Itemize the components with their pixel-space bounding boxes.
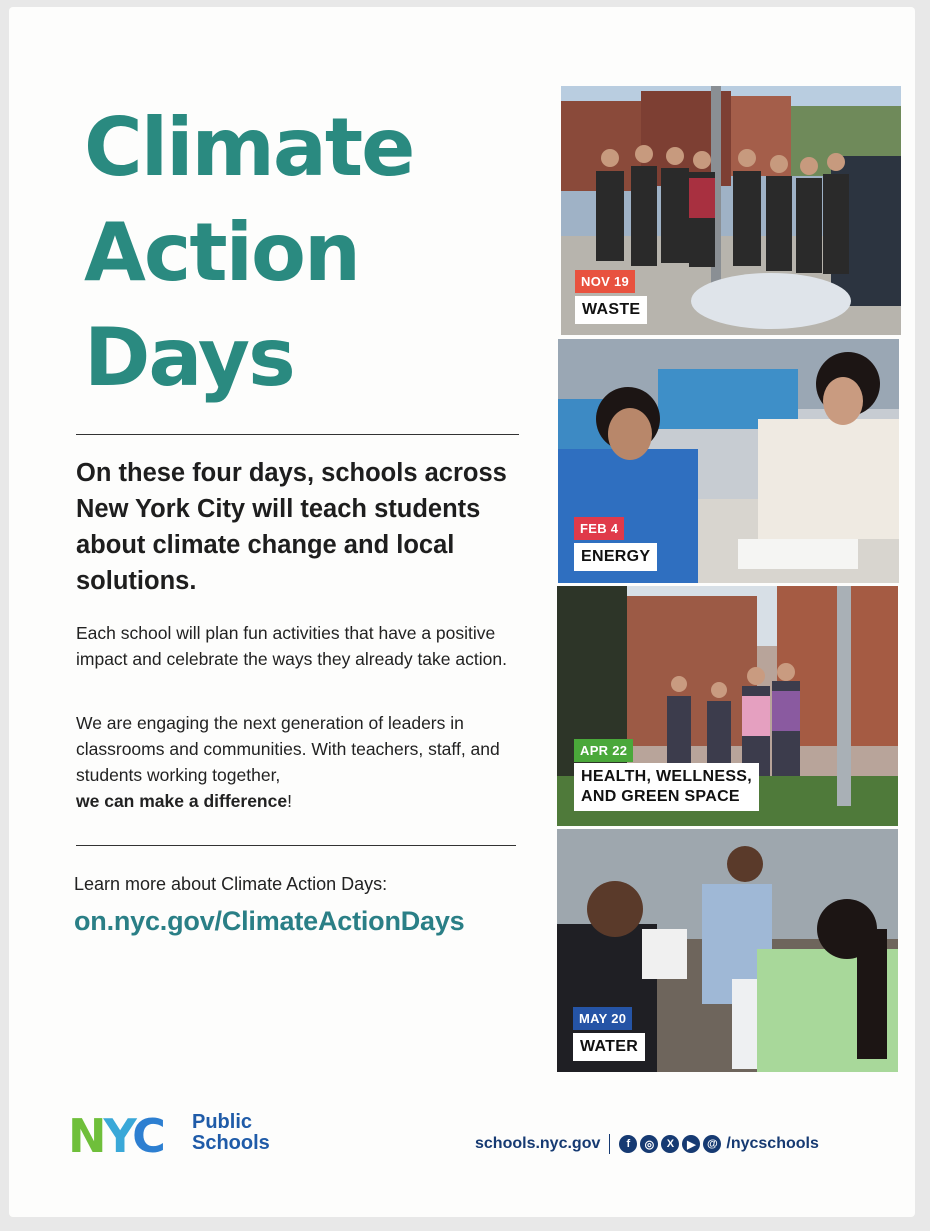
topic-label: HEALTH, WELLNESS, AND GREEN SPACE (574, 763, 759, 811)
body-paragraph-1: Each school will plan fun activities that have a positive impact and celebrate the ways they already take action. (76, 623, 507, 669)
title-line-2: Action (84, 206, 359, 299)
divider (609, 1134, 610, 1154)
title-line-3: Days (84, 311, 294, 404)
date-badge: NOV 19 (575, 270, 635, 293)
topic-label: WATER (573, 1033, 645, 1061)
page-title (84, 95, 544, 410)
website-link[interactable]: schools.nyc.gov (475, 1135, 601, 1152)
photo-water (557, 829, 898, 1072)
photo-health-wellness-green-space (557, 586, 898, 826)
photo-waste (561, 86, 901, 335)
topic-label: ENERGY (574, 543, 657, 571)
date-badge: MAY 20 (573, 1007, 632, 1030)
youtube-icon[interactable]: ▶ (682, 1135, 700, 1153)
topic-label: WASTE (575, 296, 647, 324)
body-paragraph-2-text: We are engaging the next generation of leaders in classrooms and communities. With teachers, staff, and students working together, (76, 713, 500, 785)
body-paragraph-2-emphasis: we can make a difference (76, 791, 288, 811)
facebook-icon[interactable]: f (619, 1135, 637, 1153)
threads-icon[interactable]: @ (703, 1135, 721, 1153)
nyc-logo-mark (68, 1112, 186, 1154)
instagram-icon[interactable]: ◎ (640, 1135, 658, 1153)
nyc-public-schools-logo (68, 1112, 298, 1154)
title-line-1: Climate (84, 101, 414, 194)
photo-energy (558, 339, 899, 583)
logo-wordmark (192, 1112, 270, 1154)
x-icon[interactable]: X (661, 1135, 679, 1153)
date-badge: FEB 4 (574, 517, 624, 540)
footer-links (475, 1133, 819, 1155)
divider (76, 845, 516, 846)
body-paragraph-2-end: ! (287, 791, 292, 811)
logo-line-1: Public (192, 1111, 253, 1133)
learn-more-text: Learn more about Climate Action Days: (74, 874, 388, 894)
lead-paragraph: On these four days, schools across New York City will teach students about climate change and local solutions. (76, 459, 507, 595)
climate-action-days-link[interactable]: on.nyc.gov/ClimateActionDays (74, 906, 465, 936)
svg-text:NYC: NYC (68, 1112, 163, 1154)
logo-line-2: Schools (192, 1132, 270, 1154)
body-paragraph-2 (76, 710, 526, 814)
date-badge: APR 22 (574, 739, 633, 762)
social-handle[interactable]: /nycschools (726, 1135, 819, 1152)
divider (76, 434, 519, 435)
